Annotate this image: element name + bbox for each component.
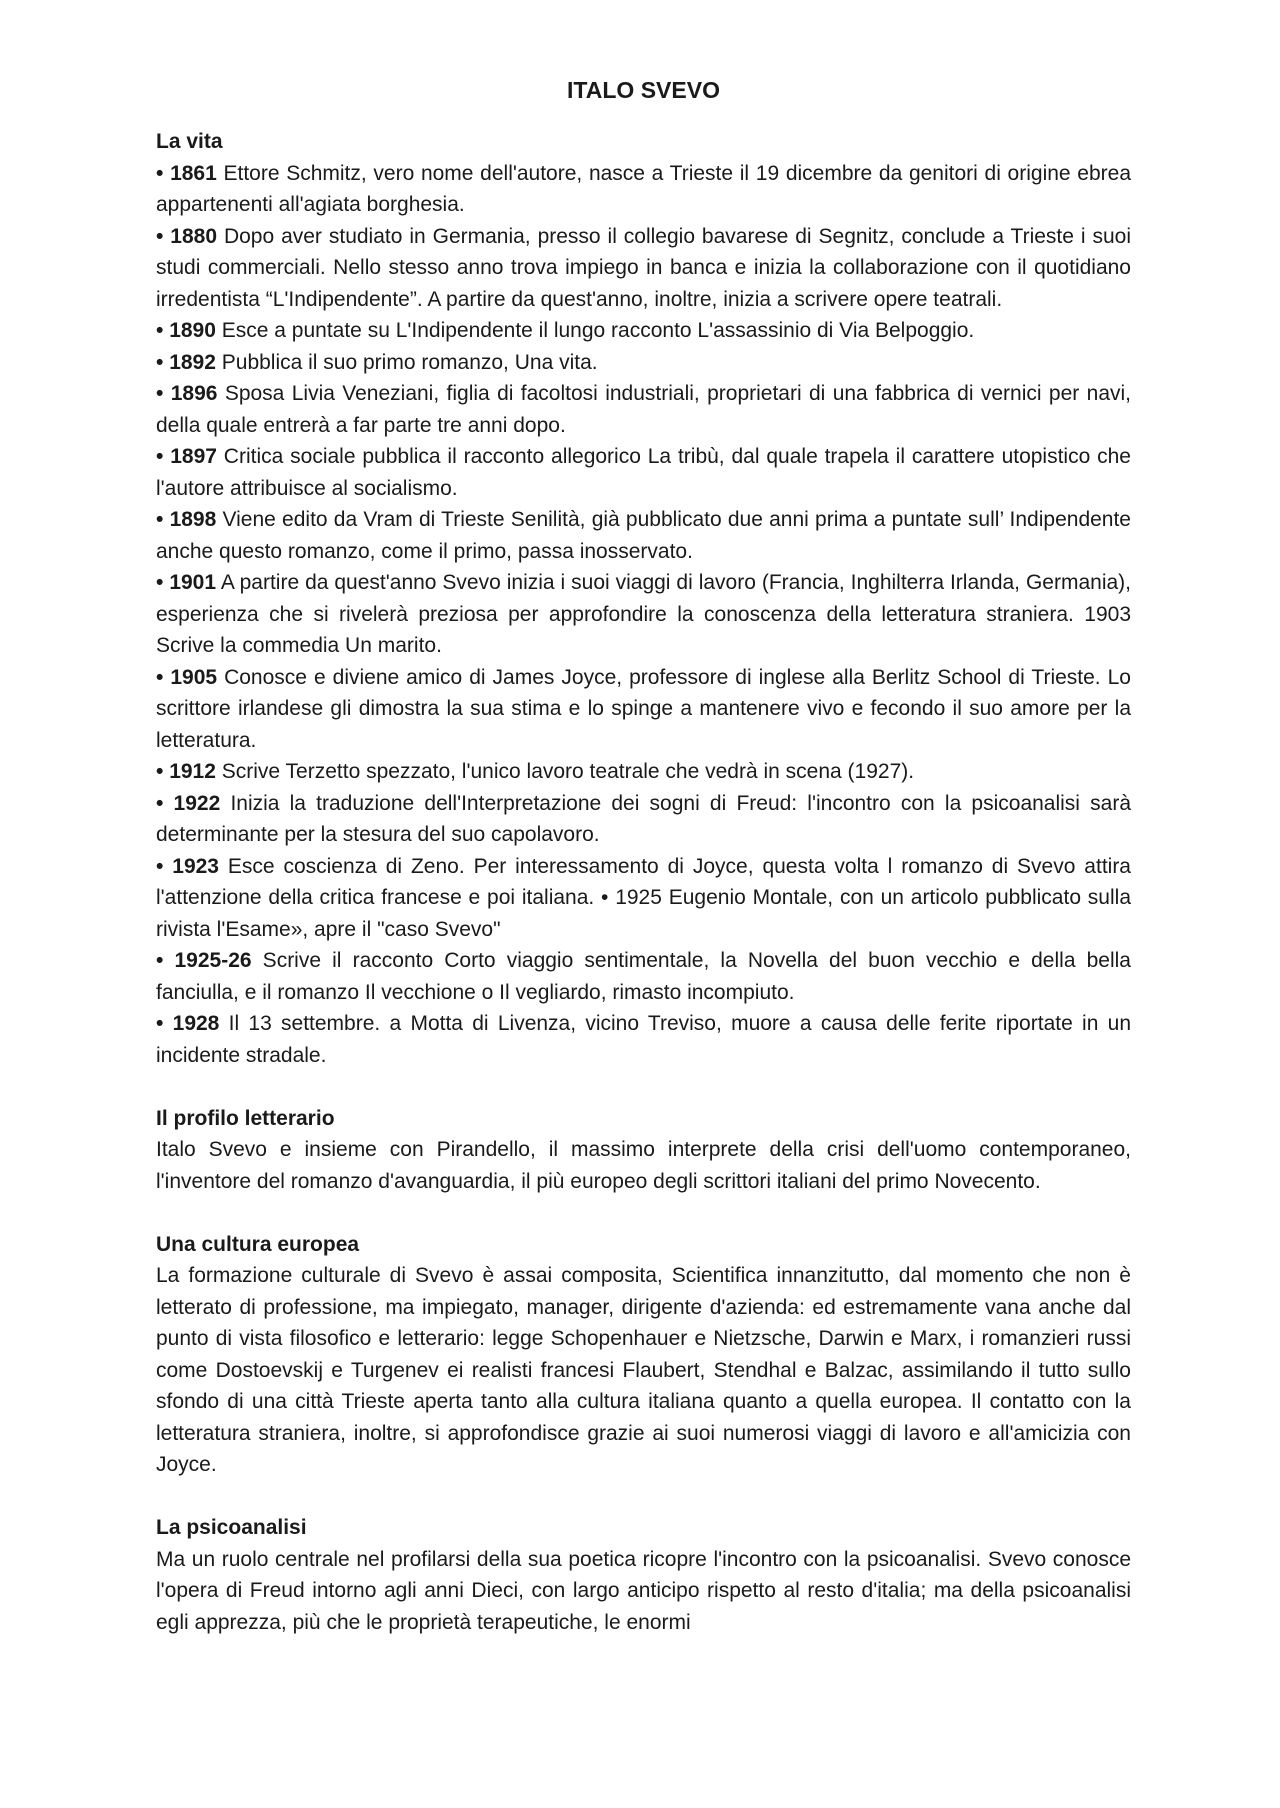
timeline-text: Scrive Terzetto spezzato, l'unico lavoro teatrale che vedrà in scena (1927). bbox=[215, 760, 915, 783]
paragraph-cultura: La formazione culturale di Svevo è assai composita, Scientifica innanzitutto, dal momento che non è letterato di professione, ma impiegato, manager, dirigente d'azienda: ed estremamente vana anche dal punto di vista filosofico e letterario: legge Schopenhauer e Nietzsche, Darwin e Marx, i romanzieri russi come Dostoevskij e Turgenev ei realisti francesi Flaubert, Stendhal e Balzac, assimilando il tutto sullo sfondo di una città Trieste aperta tanto alla cultura italiana quanto a quella europea. Il contatto con la letteratura straniera, inoltre, si approfondisce grazie ai suoi numerosi viaggi di lavoro e all'amicizia con Joyce. bbox=[156, 1264, 1131, 1476]
timeline-text: Dopo aver studiato in Germania, presso il collegio bavarese di Segnitz, conclude a Trieste i suoi studi commerciali. Nello stesso anno trova impiego in banca e inizia la collaborazione con il quotidiano irredentista “L'Indipendente”. A partire da quest'anno, inoltre, inizia a scrivere opere teatrali. bbox=[156, 224, 1131, 311]
timeline-text: Critica sociale pubblica il racconto allegorico La tribù, dal quale trapela il carattere utopistico che l'autore attribuisce al socialismo. bbox=[156, 445, 1131, 500]
timeline-entry bbox=[156, 378, 1131, 441]
bullet-marker: • bbox=[156, 224, 164, 248]
timeline-text: Esce coscienza di Zeno. Per interessamento di Joyce, questa volta l romanzo di Svevo attira l'attenzione della critica francese e poi italiana. • 1925 Eugenio Montale, con un articolo pubblicato sulla rivista l'Esame», apre il "caso Svevo" bbox=[156, 854, 1131, 941]
paragraph-profilo: Italo Svevo e insieme con Pirandello, il massimo interprete della crisi dell'uomo contemporaneo, l'inventore del romanzo d'avanguardia, il più europeo degli scrittori italiani del primo Novecento. bbox=[156, 1138, 1131, 1193]
document-page bbox=[156, 74, 1131, 1638]
timeline-entry bbox=[156, 158, 1131, 221]
timeline-year: 1890 bbox=[169, 319, 216, 342]
timeline-year: 1892 bbox=[169, 350, 216, 374]
timeline-year: 1898 bbox=[169, 508, 217, 531]
timeline-entry bbox=[156, 347, 1131, 379]
bullet-marker: • bbox=[156, 350, 164, 374]
bullet-marker: • bbox=[156, 1012, 164, 1035]
timeline-text: Scrive il racconto Corto viaggio sentimentale, la Novella del buon vecchio e della bella fanciulla, e il romanzo Il vecchione o Il vegliardo, rimasto incompiuto. bbox=[156, 949, 1131, 1004]
timeline-text: Viene edito da Vram di Trieste Senilità, già pubblicato due anni prima a puntate sull’ Indipendente anche questo romanzo, come il primo, passa inosservato. bbox=[156, 508, 1131, 563]
timeline-year: 1925-26 bbox=[174, 949, 252, 972]
timeline-year: 1897 bbox=[170, 445, 217, 468]
timeline-year: 1923 bbox=[172, 854, 219, 878]
timeline-text: Esce a puntate su L'Indipendente il lungo racconto L'assassinio di Via Belpoggio. bbox=[215, 319, 975, 342]
timeline-entry bbox=[156, 221, 1131, 316]
timeline-year: 1880 bbox=[170, 224, 218, 248]
timeline-year: 1896 bbox=[170, 382, 218, 405]
section-heading-vita: La vita bbox=[156, 130, 223, 153]
bullet-marker: • bbox=[156, 949, 164, 972]
bullet-marker: • bbox=[156, 161, 164, 185]
section-heading-cultura: Una cultura europea bbox=[156, 1232, 360, 1256]
section-heading-profilo: Il profilo letterario bbox=[156, 1106, 335, 1130]
timeline-text: A partire da quest'anno Svevo inizia i suoi viaggi di lavoro (Francia, Inghilterra Irlanda, Germania), esperienza che si rivelerà preziosa per approfondire la conoscenza della letteratura straniera. 1903 Scrive la commedia Un marito. bbox=[156, 571, 1131, 657]
timeline-entry bbox=[156, 1008, 1131, 1071]
timeline-year: 1901 bbox=[169, 571, 217, 594]
timeline-year: 1922 bbox=[173, 791, 221, 815]
timeline-text: Il 13 settembre. a Motta di Livenza, vicino Treviso, muore a causa delle ferite riportate in un incidente stradale. bbox=[156, 1012, 1131, 1067]
document-title: ITALO SVEVO bbox=[567, 77, 720, 103]
bullet-marker: • bbox=[156, 791, 164, 815]
bullet-marker: • bbox=[156, 382, 164, 405]
bullet-marker: • bbox=[156, 319, 164, 342]
timeline-year: 1912 bbox=[169, 760, 216, 783]
timeline-text: Conosce e diviene amico di James Joyce, professore di inglese alla Berlitz School di Trieste. Lo scrittore irlandese gli dimostra la sua stima e lo spinge a mantenere vivo e fecondo il suo amore per la letteratura. bbox=[156, 665, 1131, 752]
bullet-marker: • bbox=[156, 571, 164, 594]
timeline-list bbox=[156, 158, 1131, 1072]
timeline-entry bbox=[156, 504, 1131, 567]
timeline-text: Ettore Schmitz, vero nome dell'autore, nasce a Trieste il 19 dicembre da genitori di origine ebrea appartenenti all'agiata borghesia. bbox=[156, 161, 1131, 216]
timeline-entry bbox=[156, 945, 1131, 1008]
timeline-year: 1861 bbox=[170, 161, 217, 185]
section-heading-psicoanalisi: La psicoanalisi bbox=[156, 1516, 307, 1539]
timeline-entry bbox=[156, 662, 1131, 757]
timeline-text: Pubblica il suo primo romanzo, Una vita. bbox=[215, 350, 598, 374]
bullet-marker: • bbox=[156, 508, 164, 531]
timeline-text: Sposa Livia Veneziani, figlia di facoltosi industriali, proprietari di una fabbrica di vernici per navi, della quale entrerà a far parte tre anni dopo. bbox=[156, 382, 1131, 437]
timeline-entry bbox=[156, 788, 1131, 851]
bullet-marker: • bbox=[156, 665, 164, 689]
bullet-marker: • bbox=[156, 854, 164, 878]
timeline-year: 1928 bbox=[172, 1012, 220, 1035]
timeline-entry bbox=[156, 441, 1131, 504]
timeline-entry bbox=[156, 315, 1131, 347]
bullet-marker: • bbox=[156, 760, 164, 783]
paragraph-psicoanalisi: Ma un ruolo centrale nel profilarsi della sua poetica ricopre l'incontro con la psicoanalisi. Svevo conosce l'opera di Freud intorno agli anni Dieci, con largo anticipo rispetto al resto d'italia; ma della psicoanalisi egli apprezza, più che le proprietà terapeutiche, le enormi bbox=[156, 1547, 1131, 1634]
bullet-marker: • bbox=[156, 445, 164, 468]
timeline-entry bbox=[156, 567, 1131, 662]
timeline-year: 1905 bbox=[170, 665, 218, 689]
timeline-text: Inizia la traduzione dell'Interpretazione dei sogni di Freud: l'incontro con la psicoanalisi sarà determinante per la stesura del suo capolavoro. bbox=[156, 791, 1131, 846]
timeline-entry bbox=[156, 756, 1131, 788]
timeline-entry bbox=[156, 851, 1131, 946]
